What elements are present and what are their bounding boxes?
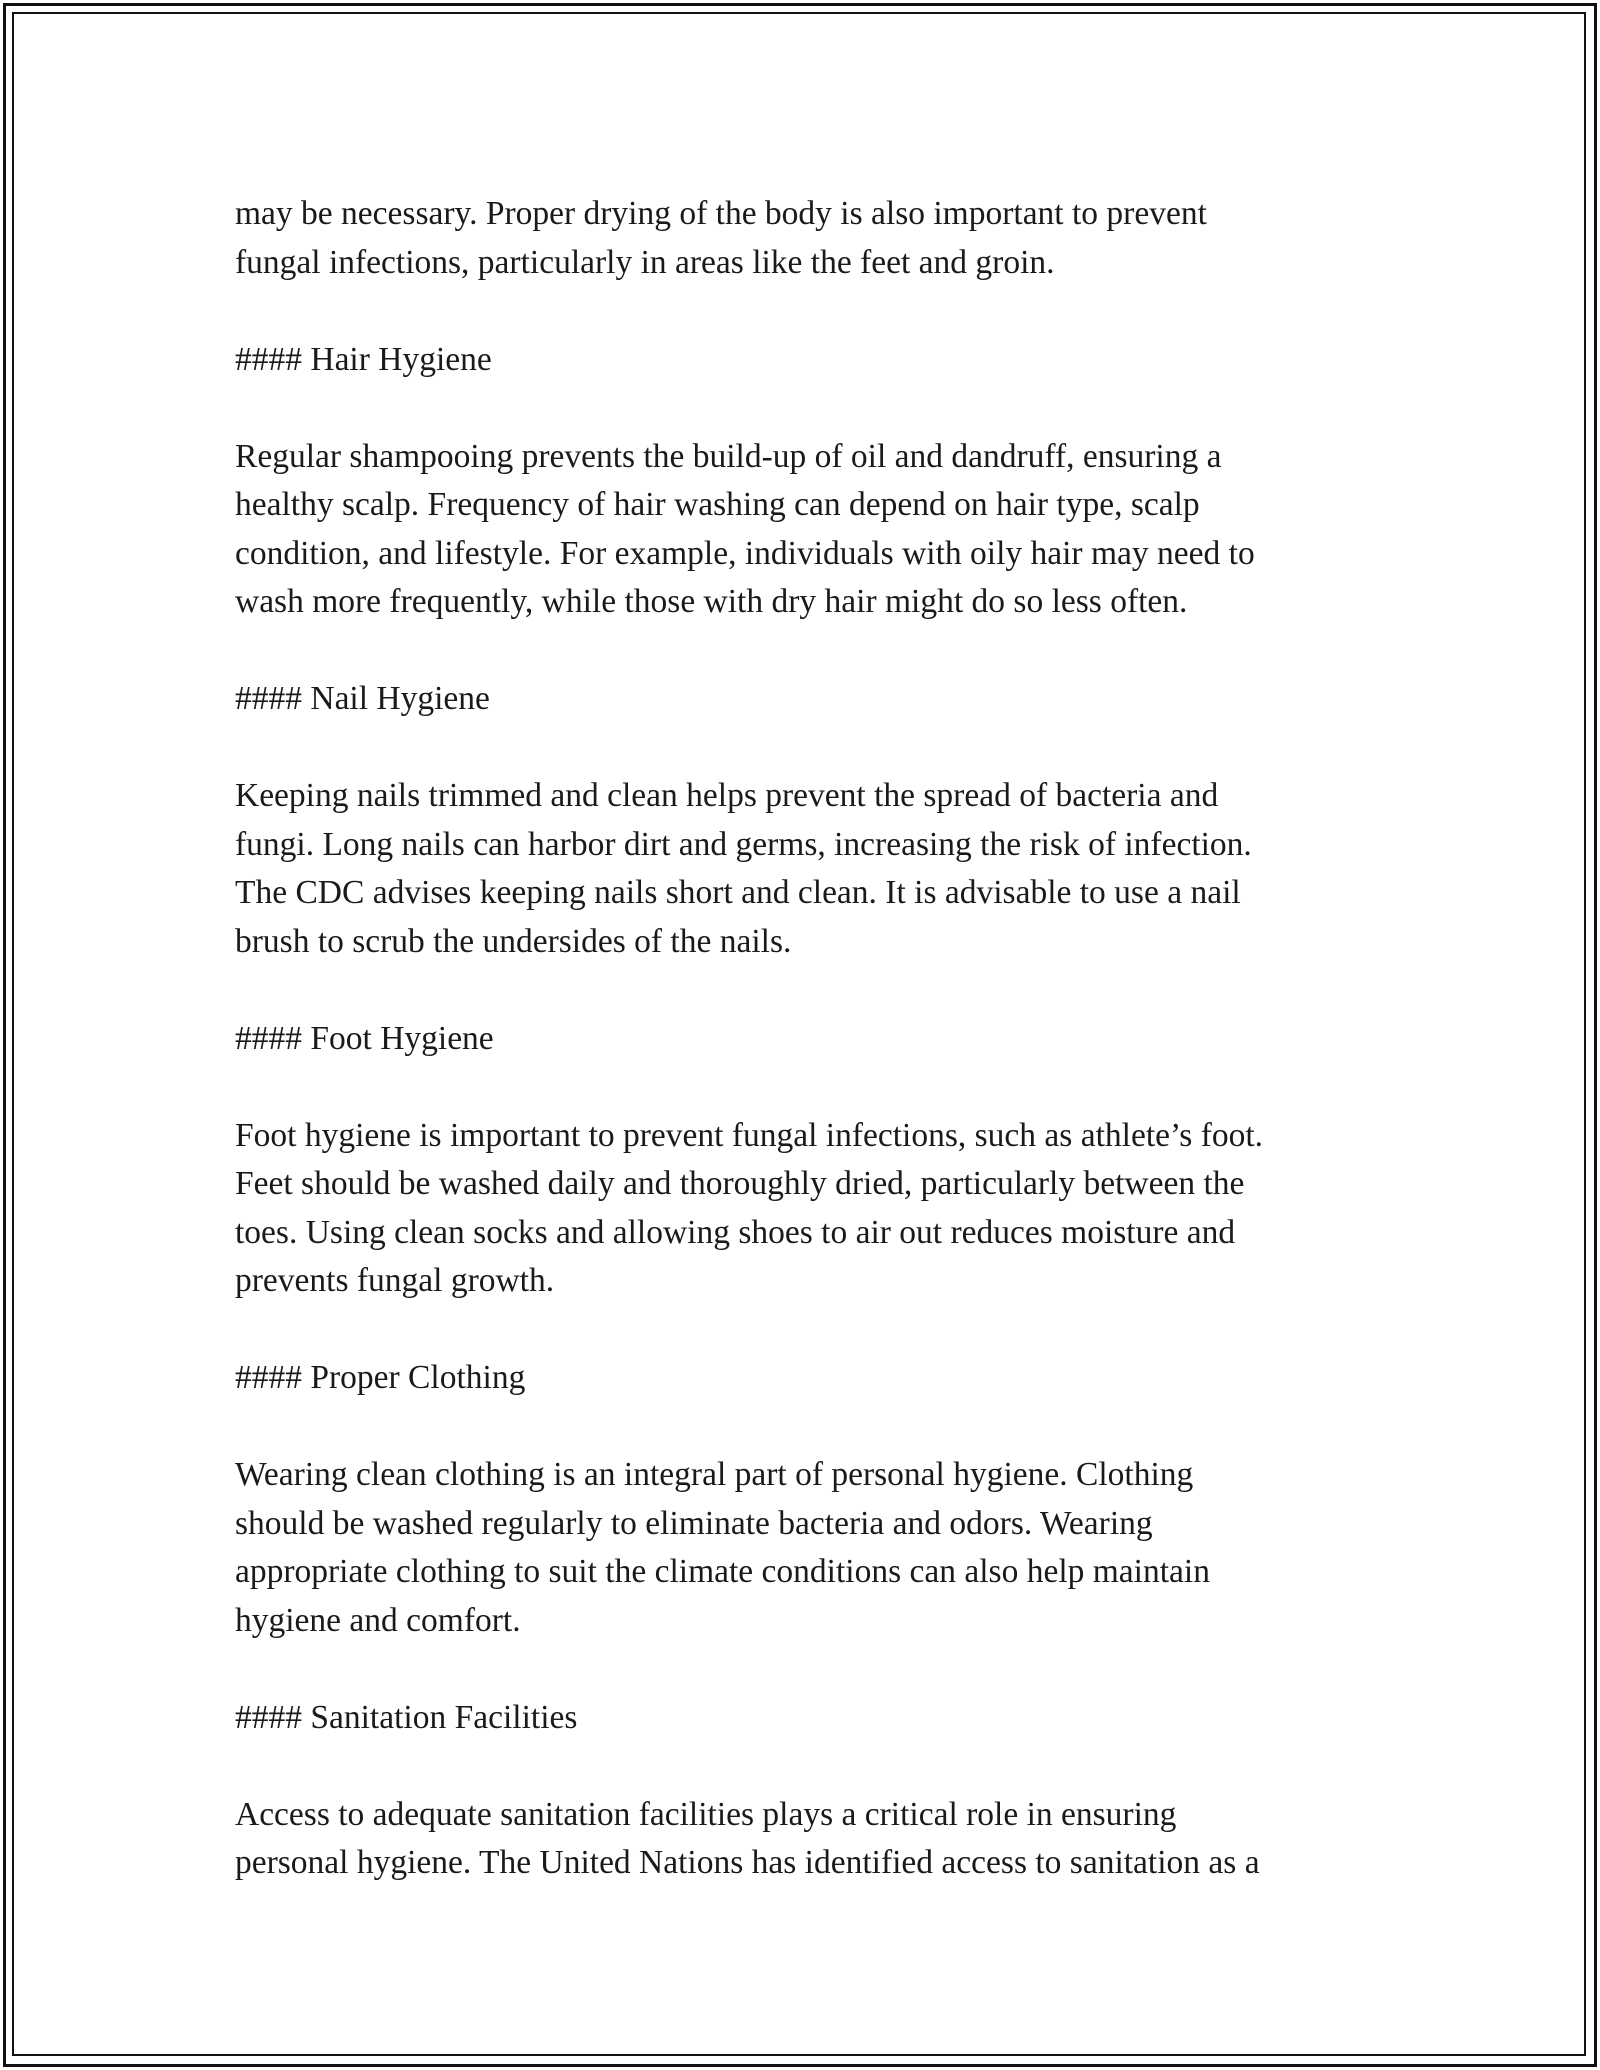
document-body	[235, 190, 1395, 1888]
text-line: Feet should be washed daily and thoroughly dried, particularly between the	[235, 1165, 1245, 1202]
text-line: Keeping nails trimmed and clean helps prevent the spread of bacteria and	[235, 777, 1219, 814]
section-heading	[235, 1354, 1395, 1403]
text-line: The CDC advises keeping nails short and clean. It is advisable to use a nail	[235, 874, 1241, 911]
text-line: prevents fungal growth.	[235, 1262, 555, 1299]
text-line: healthy scalp. Frequency of hair washing can depend on hair type, scalp	[235, 486, 1200, 523]
text-line: #### Foot Hygiene	[235, 1019, 494, 1057]
paragraph	[235, 433, 1395, 627]
text-line: #### Proper Clothing	[235, 1359, 526, 1396]
text-line: #### Hair Hygiene	[235, 340, 492, 378]
text-line: hygiene and comfort.	[235, 1601, 521, 1639]
text-line: Wearing clean clothing is an integral part of personal hygiene. Clothing	[235, 1456, 1194, 1493]
text-line: Foot hygiene is important to prevent fungal infections, such as athlete’s foot.	[235, 1116, 1264, 1154]
paragraph	[235, 1112, 1395, 1306]
text-line: toes. Using clean socks and allowing shoes to air out reduces moisture and	[235, 1213, 1236, 1251]
text-line: Access to adequate sanitation facilities plays a critical role in ensuring	[235, 1795, 1177, 1833]
text-line: #### Nail Hygiene	[235, 680, 490, 717]
section-heading	[235, 1694, 1395, 1743]
section-heading	[235, 336, 1395, 385]
text-line: wash more frequently, while those with dry hair might do so less often.	[235, 583, 1188, 620]
paragraph	[235, 190, 1395, 287]
text-line: appropriate clothing to suit the climate conditions can also help maintain	[235, 1553, 1210, 1590]
text-line: should be washed regularly to eliminate bacteria and odors. Wearing	[235, 1504, 1153, 1542]
text-line: may be necessary. Proper drying of the body is also important to prevent	[235, 195, 1207, 232]
section-heading	[235, 1015, 1395, 1064]
text-line: #### Sanitation Facilities	[235, 1698, 578, 1736]
text-line: brush to scrub the undersides of the nails.	[235, 922, 792, 960]
paragraph	[235, 1451, 1395, 1645]
paragraph	[235, 1791, 1395, 1888]
text-line: Regular shampooing prevents the build-up of oil and dandruff, ensuring a	[235, 437, 1222, 475]
text-line: fungi. Long nails can harbor dirt and germs, increasing the risk of infection.	[235, 825, 1252, 863]
text-line: condition, and lifestyle. For example, individuals with oily hair may need to	[235, 534, 1255, 572]
paragraph	[235, 772, 1395, 966]
text-line: personal hygiene. The United Nations has identified access to sanitation as a	[235, 1844, 1260, 1881]
text-line: fungal infections, particularly in areas like the feet and groin.	[235, 243, 1055, 281]
section-heading	[235, 675, 1395, 724]
